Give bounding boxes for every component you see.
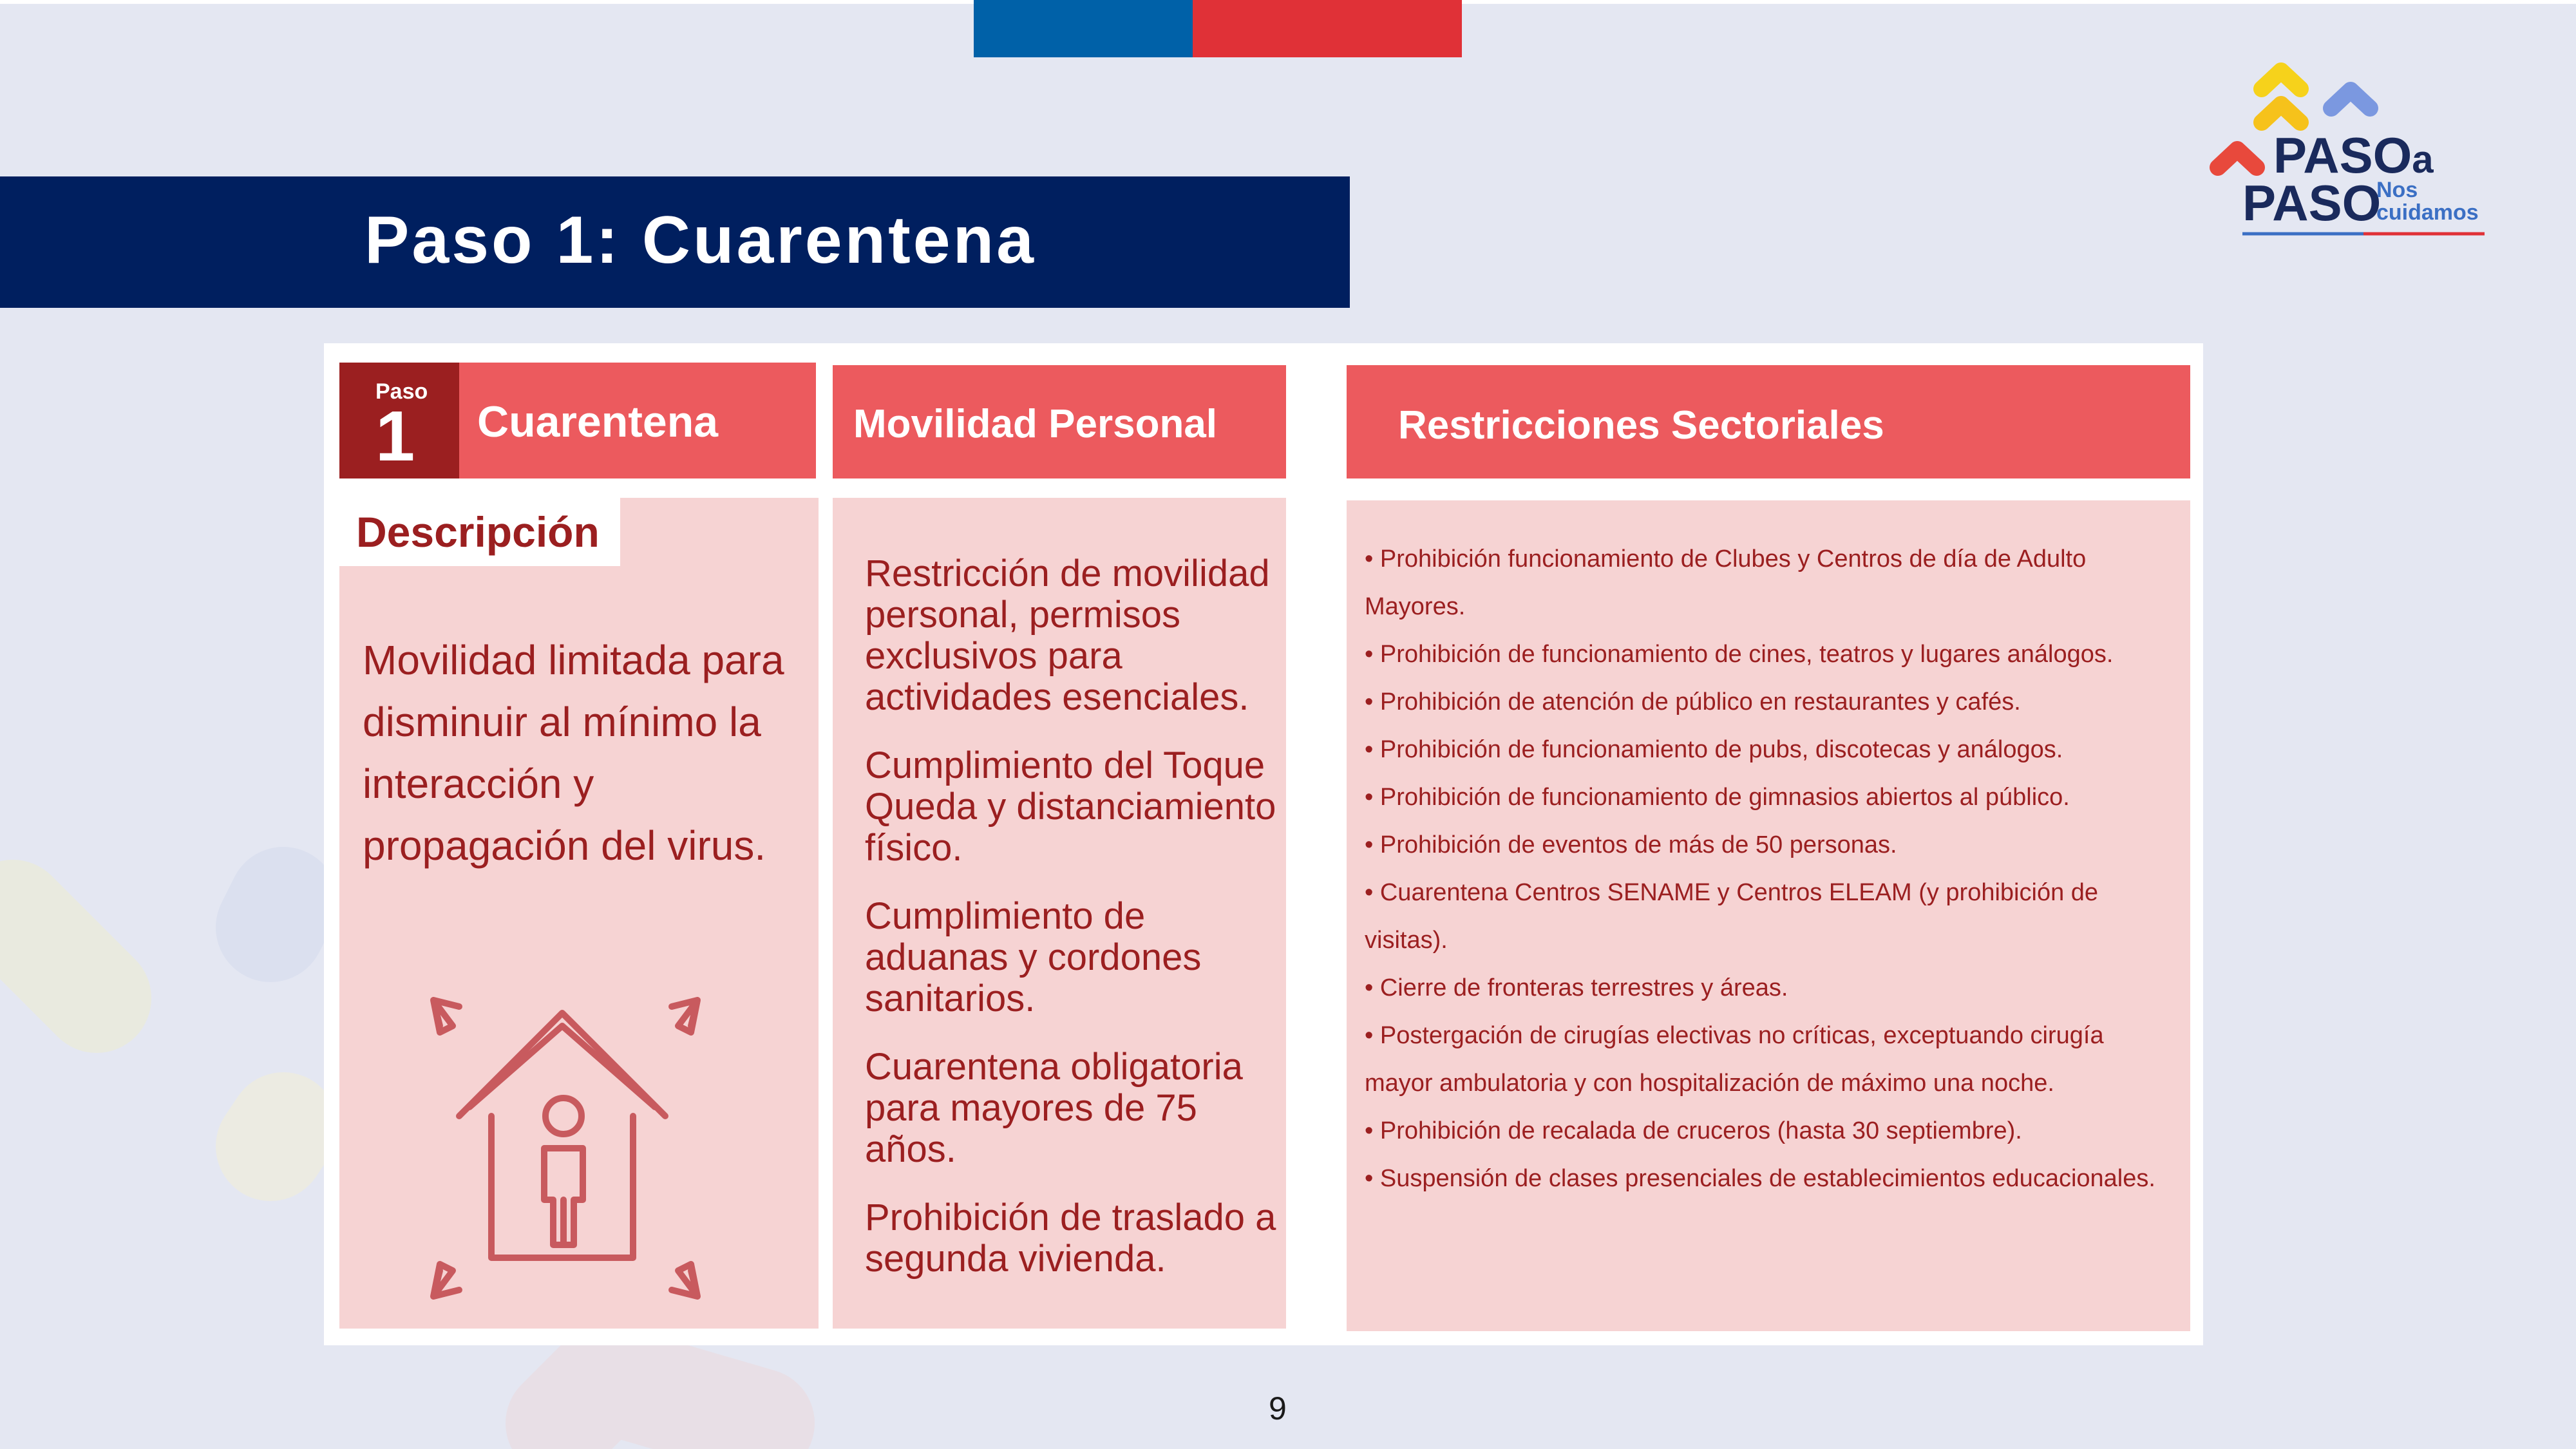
- flag-stripe-red: [1193, 0, 1462, 57]
- mobility-item: Cuarentena obligatoria para mayores de 75 años.: [865, 1046, 1243, 1170]
- mobility-list: [865, 553, 1290, 1307]
- logo-word-a: a: [2412, 138, 2434, 181]
- logo-word-paso: PASO: [2273, 127, 2412, 184]
- logo-tag-nos: Nos: [2376, 178, 2418, 202]
- slide-title: Paso 1: Cuarentena: [365, 203, 1036, 278]
- restriction-item: • Prohibición de funcionamiento de pubs, discotecas y análogos.: [1365, 736, 2063, 763]
- restriction-item: • Prohibición de funcionamiento de cines, teatros y lugares análogos.: [1365, 641, 2114, 668]
- header-cuarentena: [339, 363, 816, 478]
- house-person-icon: [408, 987, 730, 1329]
- restriction-item: • Prohibición de funcionamiento de gimnasios abiertos al público.: [1365, 784, 2070, 811]
- page-number: 9: [1269, 1390, 1287, 1426]
- header-movilidad: [833, 365, 1286, 478]
- description-text: Movilidad limitada para disminuir al mínimo la interacción y propagación del virus.: [363, 637, 784, 869]
- flag-stripe-blue: [974, 0, 1193, 57]
- restriction-item: • Cierre de fronteras terrestres y áreas.: [1365, 974, 1788, 1001]
- paso-number: 1: [375, 397, 415, 476]
- mobility-item: Cumplimiento de aduanas y cordones sanitarios.: [865, 895, 1202, 1019]
- mobility-item: Restricción de movilidad personal, permisos exclusivos para actividades esenciales.: [865, 553, 1270, 718]
- mobility-item: Cumplimiento del Toque Queda y distanciamiento físico.: [865, 744, 1276, 869]
- title-bar: [0, 176, 1350, 308]
- paso-badge: [339, 363, 459, 478]
- header-movilidad-label: Movilidad Personal: [853, 402, 1218, 446]
- logo-word-paso-2: PASO: [2242, 175, 2382, 231]
- restriction-item: • Postergación de cirugías electivas no críticas, exceptuando cirugía mayor ambulatoria y con hospitalización de máximo una noche.: [1365, 1022, 2104, 1097]
- paso-a-paso-logo: [2202, 58, 2499, 245]
- restriction-item: • Prohibición de recalada de cruceros (hasta 30 septiembre).: [1365, 1117, 2022, 1144]
- quarantine-table-card: [324, 343, 2203, 1345]
- mobility-item: Prohibición de traslado a segunda vivienda.: [865, 1197, 1276, 1280]
- restriction-item: • Prohibición funcionamiento de Clubes y Centros de día de Adulto Mayores.: [1365, 545, 2087, 620]
- descripcion-tab: Descripción: [339, 498, 620, 566]
- restriction-item: • Cuarentena Centros SENAME y Centros ELEAM (y prohibición de visitas).: [1365, 879, 2099, 954]
- restrictions-list: [1365, 535, 2163, 1202]
- header-restricciones: [1347, 365, 2190, 478]
- restriction-item: • Suspensión de clases presenciales de establecimientos educacionales.: [1365, 1165, 2155, 1192]
- header-cuarentena-label: Cuarentena: [477, 397, 719, 446]
- restriction-item: • Prohibición de eventos de más de 50 personas.: [1365, 831, 1897, 858]
- logo-tag-cuidamos: cuidamos: [2376, 200, 2479, 225]
- restriction-item: • Prohibición de atención de público en restaurantes y cafés.: [1365, 688, 2021, 715]
- paso-label: Paso: [375, 379, 428, 404]
- header-restricciones-label: Restricciones Sectoriales: [1398, 403, 1884, 448]
